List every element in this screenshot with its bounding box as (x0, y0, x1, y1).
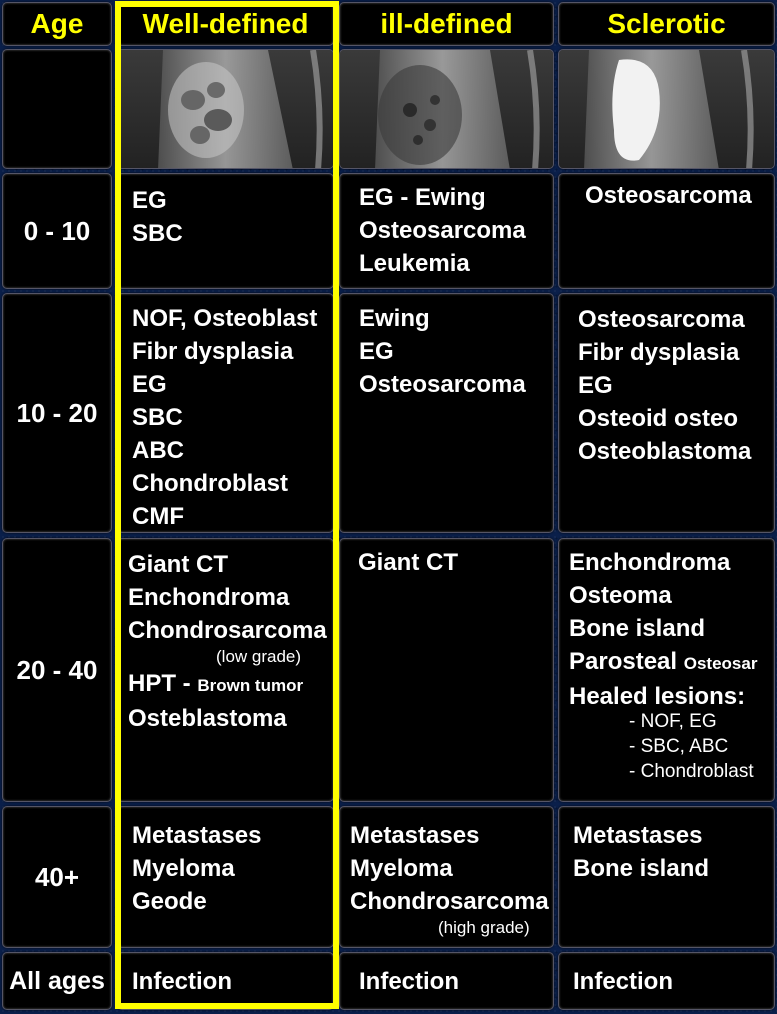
list-item: Healed lesions: (569, 683, 746, 710)
list-item: Metastases (573, 822, 703, 849)
list-item: Chondroblast (132, 470, 288, 497)
header-sclerotic-label: Sclerotic (607, 8, 726, 39)
list-item: Fibr dysplasia (132, 338, 294, 365)
cell-ill-0-10 (339, 173, 554, 289)
age-cell-40-plus (2, 806, 112, 948)
grade-note: (low grade) (216, 647, 302, 666)
list-item: Infection (359, 968, 459, 995)
list-item: Giant CT (358, 549, 458, 576)
header-age-label: Age (30, 8, 84, 39)
xray-sclerotic-image (559, 50, 775, 169)
list-item: Myeloma (132, 855, 235, 882)
age-label: 40+ (34, 861, 80, 892)
list-item: Enchondroma (569, 549, 731, 576)
xray-well-defined-lesion (117, 49, 334, 169)
cell-well-20-40 (117, 538, 334, 802)
list-item: Ewing (359, 305, 430, 332)
list-item: Osteoid osteo (578, 405, 739, 432)
cell-scl-40-plus (558, 806, 775, 948)
xray-ill-defined-image (340, 50, 554, 169)
cell-scl-0-10 (558, 173, 775, 289)
list-item: Metastases (350, 822, 480, 849)
list-item-small: Osteosar (683, 654, 758, 673)
list-item: SBC (132, 220, 183, 247)
list-item: Giant CT (128, 551, 228, 578)
list-item: Chondrosarcoma (128, 617, 327, 644)
list-item: Enchondroma (128, 584, 290, 611)
list-item: Osteosarcoma (359, 217, 526, 244)
xray-sclerotic-lesion (558, 49, 775, 169)
list-item: Osteoma (569, 582, 672, 609)
list-item: Metastases (132, 822, 262, 849)
list-item: Leukemia (359, 250, 470, 277)
list-item: NOF, Osteoblast (132, 305, 318, 332)
header-well-defined-label: Well-defined (142, 8, 309, 39)
cell-ill-20-40 (339, 538, 554, 802)
header-age (2, 2, 112, 46)
list-item: ABC (132, 437, 184, 464)
list-item: EG - Ewing (359, 184, 486, 211)
cell-ill-10-20 (339, 293, 554, 533)
list-item: Osteosarcoma (578, 306, 745, 333)
age-label: 10 - 20 (16, 397, 98, 428)
list-item: EG (132, 187, 167, 214)
list-item: EG (578, 372, 613, 399)
age-label: 20 - 40 (16, 654, 98, 685)
age-cell-0-10 (2, 173, 112, 289)
cell-well-40-plus (117, 806, 334, 948)
header-ill-defined-label: ill-defined (380, 8, 513, 39)
xray-well-defined-image (118, 50, 334, 169)
cell-scl-all-ages (558, 952, 775, 1010)
list-item: Osteoblastoma (578, 438, 752, 465)
list-item: EG (132, 371, 167, 398)
header-sclerotic (558, 2, 775, 46)
cell-well-10-20 (117, 293, 334, 533)
header-ill-defined (339, 2, 554, 46)
cell-well-0-10 (117, 173, 334, 289)
grade-note: (high grade) (438, 918, 530, 937)
header-well-defined (117, 2, 334, 46)
cell-well-all-ages (117, 952, 334, 1010)
list-item: EG (359, 338, 394, 365)
sub-item: - Chondroblast (629, 761, 754, 782)
age-label: 0 - 10 (23, 215, 91, 246)
list-item: Chondrosarcoma (350, 888, 549, 915)
list-item-main: Parosteal (569, 648, 684, 675)
cell-ill-all-ages (339, 952, 554, 1010)
xray-ill-defined-lesion (339, 49, 554, 169)
list-item: Bone island (569, 615, 706, 642)
age-cell-20-40 (2, 538, 112, 802)
age-cell-10-20 (2, 293, 112, 533)
cell-scl-20-40 (558, 538, 775, 802)
list-item: Geode (132, 888, 207, 915)
list-item: SBC (132, 404, 183, 431)
sub-item: - NOF, EG (629, 711, 717, 732)
sub-item: - SBC, ABC (629, 736, 729, 757)
age-cell-all-ages (2, 952, 112, 1010)
list-item: Osteosarcoma (585, 182, 752, 209)
list-item-small: Brown tumor (197, 676, 304, 695)
list-item: Osteosarcoma (359, 371, 526, 398)
cell-scl-10-20 (558, 293, 775, 533)
list-item: Myeloma (350, 855, 453, 882)
list-item: Osteblastoma (128, 705, 287, 732)
list-item: Fibr dysplasia (578, 339, 740, 366)
list-item (128, 667, 333, 702)
list-item (569, 645, 774, 680)
age-label: All ages (9, 966, 105, 995)
image-row-age-blank (2, 49, 112, 169)
list-item: Infection (573, 968, 673, 995)
list-item: CMF (132, 503, 184, 530)
list-item: Bone island (573, 855, 710, 882)
cell-ill-40-plus (339, 806, 554, 948)
list-item-main: HPT - (128, 670, 198, 697)
list-item: Infection (132, 968, 232, 995)
